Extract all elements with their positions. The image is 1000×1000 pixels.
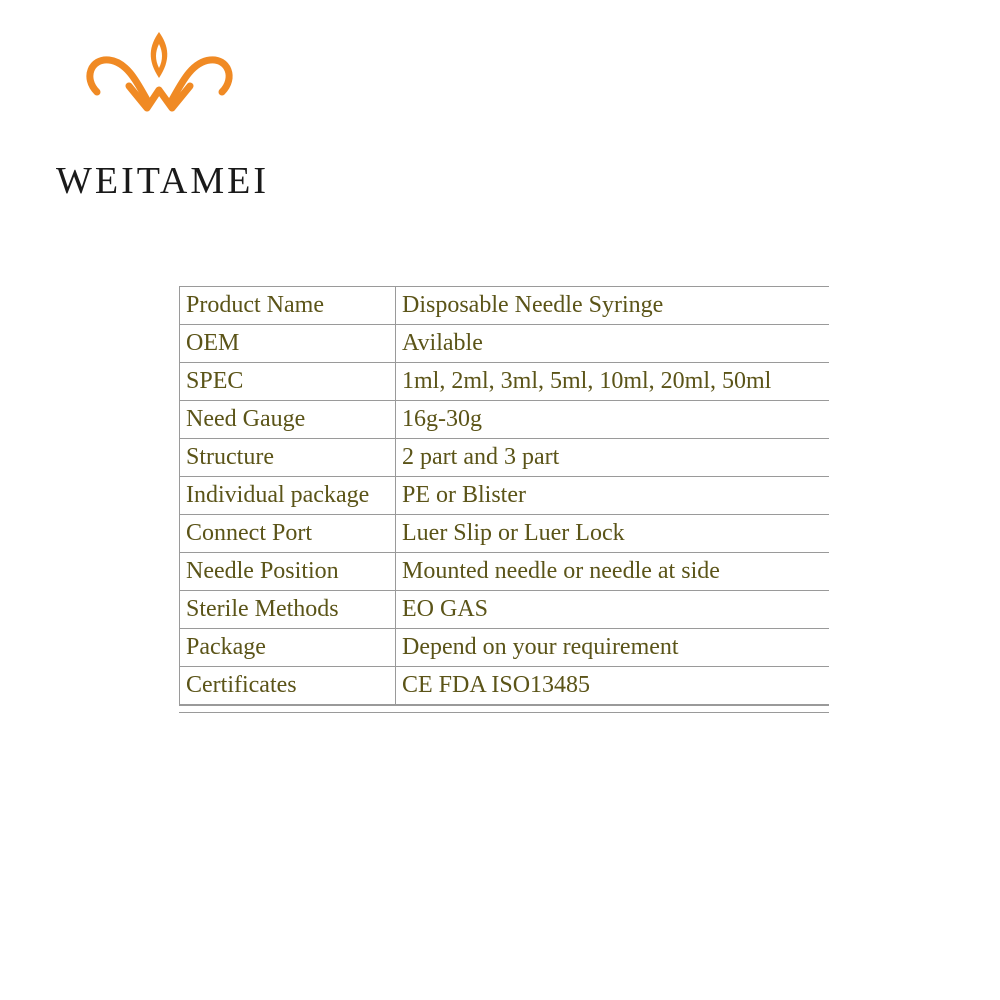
spec-value: 16g-30g [396,401,830,439]
table-row [180,591,830,629]
table-row [180,287,830,325]
spec-value: 2 part and 3 part [396,439,830,477]
spec-value: PE or Blister [396,477,830,515]
spec-value: Avilable [396,325,830,363]
table-row [180,325,830,363]
table-bottom-rule-lower [179,712,829,713]
table-row [180,401,830,439]
spec-table-body [180,287,830,705]
spec-label: Individual package [180,477,396,515]
table-row [180,439,830,477]
table-row [180,629,830,667]
spec-label: OEM [180,325,396,363]
table-row [180,363,830,401]
brand-name: WEITAMEI [56,160,269,202]
table-bottom-rule [179,705,829,706]
product-spec-table [179,286,829,705]
table-row [180,477,830,515]
spec-value: Mounted needle or needle at side [396,553,830,591]
spec-value: Luer Slip or Luer Lock [396,515,830,553]
spec-value: CE FDA ISO13485 [396,667,830,705]
spec-value: Depend on your requirement [396,629,830,667]
spec-label: SPEC [180,363,396,401]
table-row [180,667,830,705]
spec-label: Package [180,629,396,667]
product-spec-table-container [179,286,829,718]
spec-value: Disposable Needle Syringe [396,287,830,325]
brand-logo [55,30,270,202]
table-row [180,553,830,591]
spec-label: Certificates [180,667,396,705]
spec-value: 1ml, 2ml, 3ml, 5ml, 10ml, 20ml, 50ml [396,363,830,401]
spec-value: EO GAS [396,591,830,629]
spec-label: Connect Port [180,515,396,553]
spec-label: Product Name [180,287,396,325]
spec-label: Needle Position [180,553,396,591]
spec-label: Sterile Methods [180,591,396,629]
table-row [180,515,830,553]
spec-label: Need Gauge [180,401,396,439]
spec-label: Structure [180,439,396,477]
ornamental-crown-logo-icon [77,30,242,130]
